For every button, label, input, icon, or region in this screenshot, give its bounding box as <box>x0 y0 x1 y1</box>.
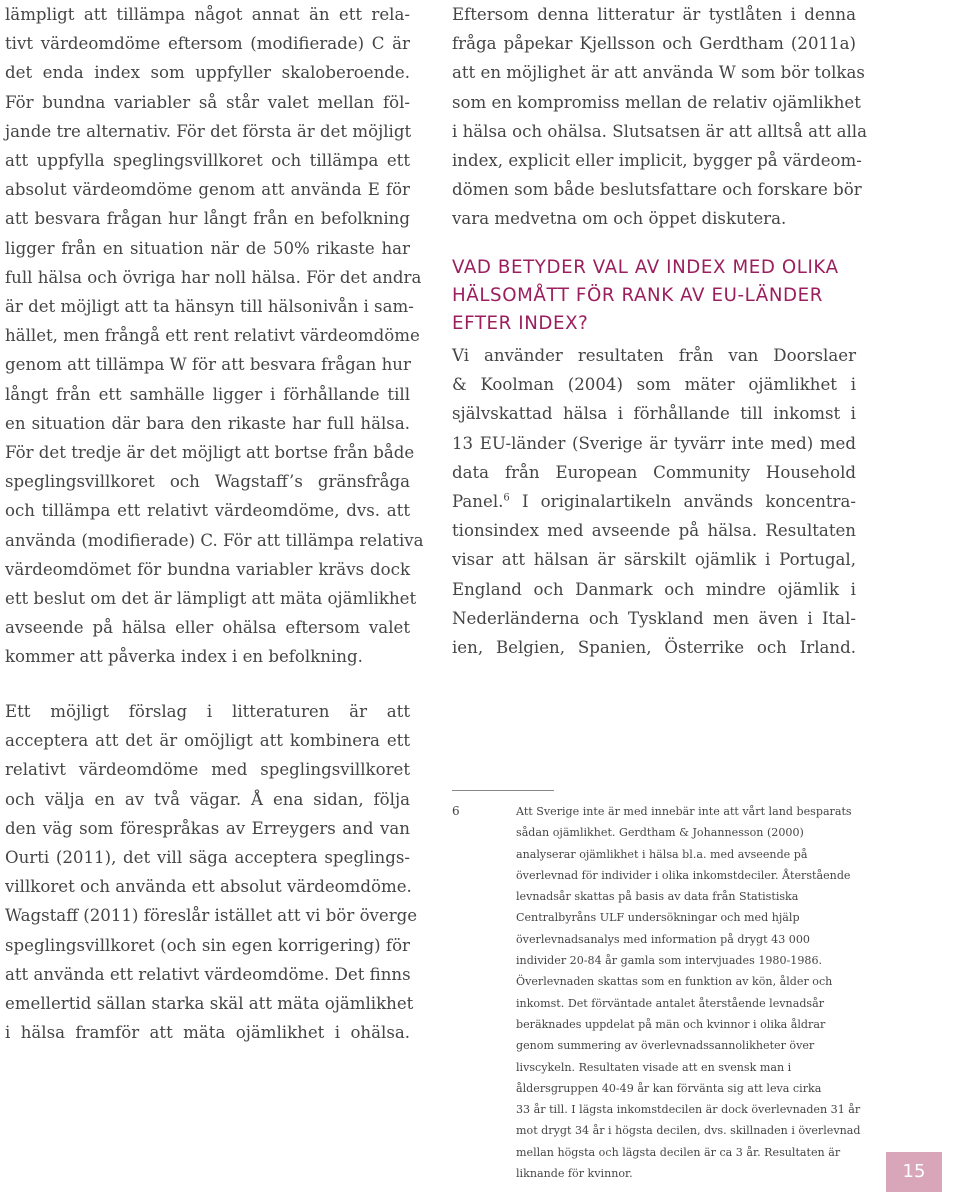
footnote-line: mot drygt 34 år i högsta decilen, dvs. skillnaden i överlevnad <box>516 1124 861 1138</box>
text-line: data från European Community Household <box>452 462 856 482</box>
footnote-line: åldersgruppen 40-49 år kan förvänta sig att leva cirka <box>516 1081 822 1095</box>
text-line: 13 EU-länder (Sverige är tyvärr inte med) med <box>452 433 856 453</box>
text-line: är det möjligt att ta hänsyn till hälsonivån i sam- <box>5 297 414 317</box>
heading-line: HÄLSOMÅTT FÖR RANK AV EU-LÄNDER <box>452 285 823 306</box>
text-line: den väg som förespråkas av Erreygers and van <box>5 818 410 838</box>
text-line: genom att tillämpa W för att besvara frågan hur <box>5 355 411 375</box>
text-line: kommer att påverka index i en befolkning. <box>5 647 363 667</box>
text-line: Wagstaff (2011) föreslår istället att vi bör överge <box>5 906 418 926</box>
text-line: dömen som både beslutsfattare och forskare bör <box>452 180 862 200</box>
text-line: det enda index som uppfyller skaloberoende. <box>5 63 410 83</box>
text-line: använda (modifierade) C. För att tillämpa relativa <box>5 530 424 550</box>
footnote-line: liknande för kvinnor. <box>516 1167 633 1181</box>
footnote-line: Överlevnaden skattas som en funktion av kön, ålder och <box>516 975 833 989</box>
text-line: visar att hälsan är särskilt ojämlik i Portugal, <box>452 550 856 570</box>
text-line: hället, men frångå ett rent relativt värdeomdöme <box>5 326 420 346</box>
footnote-line: Centralbyråns ULF undersökningar och med hjälp <box>516 911 800 925</box>
text-line: fråga påpekar Kjellsson och Gerdtham (2011a) <box>452 34 856 54</box>
footnote-line: mellan högsta och lägsta decilen är ca 3 år. Resultaten är <box>516 1145 841 1159</box>
text-line: speglingsvillkoret (och sin egen korrigering) för <box>5 935 410 955</box>
footnote-line: genom summering av överlevnadssannolikheter över <box>516 1039 815 1053</box>
footnote-reference[interactable]: 6 <box>503 492 510 504</box>
text-line: Ourti (2011), det vill säga acceptera speglings- <box>5 848 410 868</box>
footnote-line: beräknades uppdelat på män och kvinnor i olika åldrar <box>516 1017 826 1031</box>
text-line: ligger från en situation när de 50% rikaste har <box>5 238 410 258</box>
footnote-divider <box>452 790 554 791</box>
text-line: lämpligt att tillämpa något annat än ett rela- <box>5 5 410 24</box>
left-column-top <box>5 0 424 672</box>
footnote-line: överlevnad för individer i olika inkomstdeciler. Återstående <box>516 868 851 882</box>
heading-line: VAD BETYDER VAL AV INDEX MED OLIKA <box>452 257 839 278</box>
left-column-bottom <box>5 697 418 1047</box>
text-line: jande tre alternativ. För det första är det möjligt <box>5 121 412 141</box>
text-line: ien, Belgien, Spanien, Österrike och Irland. <box>452 638 856 658</box>
text-fragment: Panel. <box>452 492 504 512</box>
text-fragment: I originalartikeln används koncentra- <box>509 492 856 512</box>
footnote-line: 33 år till. I lägsta inkomstdecilen är dock överlevnaden 31 år <box>516 1103 861 1117</box>
footnote-line: livscykeln. Resultaten visade att en svensk man i <box>516 1060 792 1074</box>
footnote-line: inkomst. Det förväntade antalet återstående levnadsår <box>516 996 825 1010</box>
text-line: England och Danmark och mindre ojämlik i <box>452 579 856 599</box>
text-line: & Koolman (2004) som mäter ojämlikhet i <box>452 375 856 395</box>
text-line: vara medvetna om och öppet diskutera. <box>452 209 787 229</box>
text-line: Vi använder resultaten från van Doorslaer <box>452 346 856 365</box>
text-line: självskattad hälsa i förhållande till inkomst i <box>452 404 856 424</box>
text-line: och välja en av två vägar. Å ena sidan, följa <box>5 789 410 809</box>
text-line: att besvara frågan hur långt från en befolkning <box>5 209 410 229</box>
text-line: full hälsa och övriga har noll hälsa. För det andra <box>5 267 422 287</box>
right-column-bottom <box>452 341 856 662</box>
section-heading <box>452 254 872 338</box>
text-line: ett beslut om det är lämpligt att mäta ojämlikhet <box>5 589 417 609</box>
text-line: Nederländerna och Tyskland men även i Ital- <box>452 608 856 628</box>
footnote-line: överlevnadsanalys med information på drygt 43 000 <box>516 932 810 946</box>
text-line: och tillämpa ett relativt värdeomdöme, dvs. att <box>5 501 410 521</box>
text-line: tionsindex med avseende på hälsa. Resultaten <box>452 521 856 541</box>
text-line: absolut värdeomdöme genom att använda E för <box>5 180 410 200</box>
text-line: relativt värdeomdöme med speglingsvillkoret <box>5 760 410 780</box>
text-line: villkoret och använda ett absolut värdeomdöme. <box>5 877 412 897</box>
text-line: i hälsa och ohälsa. Slutsatsen är att alltså att alla <box>452 121 868 141</box>
footnote-line: analyserar ojämlikhet i hälsa bl.a. med avseende på <box>516 847 808 861</box>
footnote-line: sådan ojämlikhet. Gerdtham & Johannesson (2000) <box>516 826 804 840</box>
text-line: att uppfylla speglingsvillkoret och tillämpa ett <box>5 151 410 171</box>
footnote-number: 6 <box>452 804 460 818</box>
footnote-line: levnadsår skattas på basis av data från Statistiska <box>516 890 799 904</box>
text-line: i hälsa framför att mäta ojämlikhet i ohälsa. <box>5 1023 410 1043</box>
text-line: avseende på hälsa eller ohälsa eftersom valet <box>5 618 410 638</box>
text-line: värdeomdömet för bundna variabler krävs dock <box>5 559 410 579</box>
heading-line: EFTER INDEX? <box>452 313 589 334</box>
text-line: att använda ett relativt värdeomdöme. Det finns <box>5 964 411 984</box>
text-line: Eftersom denna litteratur är tystlåten i denna <box>452 5 856 24</box>
text-line: Ett möjligt förslag i litteraturen är att <box>5 702 410 721</box>
text-line: tivt värdeomdöme eftersom (modifierade) C är <box>5 34 410 54</box>
text-line: index, explicit eller implicit, bygger på värdeom- <box>452 151 862 171</box>
right-column-top <box>452 0 868 234</box>
text-line: att en möjlighet är att använda W som bör tolkas <box>452 63 865 83</box>
text-line: långt från ett samhälle ligger i förhållande till <box>5 384 410 404</box>
footnote-line: Att Sverige inte är med innebär inte att vårt land besparats <box>516 805 852 818</box>
text-line: acceptera att det är omöjligt att kombinera ett <box>5 731 410 751</box>
text-line-with-footnote <box>452 487 856 516</box>
text-line: För bundna variabler så står valet mellan föl- <box>5 92 410 112</box>
text-line: emellertid sällan starka skäl att mäta ojämlikhet <box>5 994 414 1014</box>
text-line: som en kompromiss mellan de relativ ojämlikhet <box>452 92 861 112</box>
text-line: speglingsvillkoret och Wagstaff’s gränsfråga <box>5 472 410 492</box>
text-line: en situation där bara den rikaste har full hälsa. <box>5 413 410 433</box>
page-number-badge: 15 <box>886 1152 942 1192</box>
footnote-text <box>516 801 861 1184</box>
footnote-line: individer 20-84 år gamla som intervjuades 1980-1986. <box>516 954 823 968</box>
text-line: För det tredje är det möjligt att bortse från både <box>5 443 415 463</box>
